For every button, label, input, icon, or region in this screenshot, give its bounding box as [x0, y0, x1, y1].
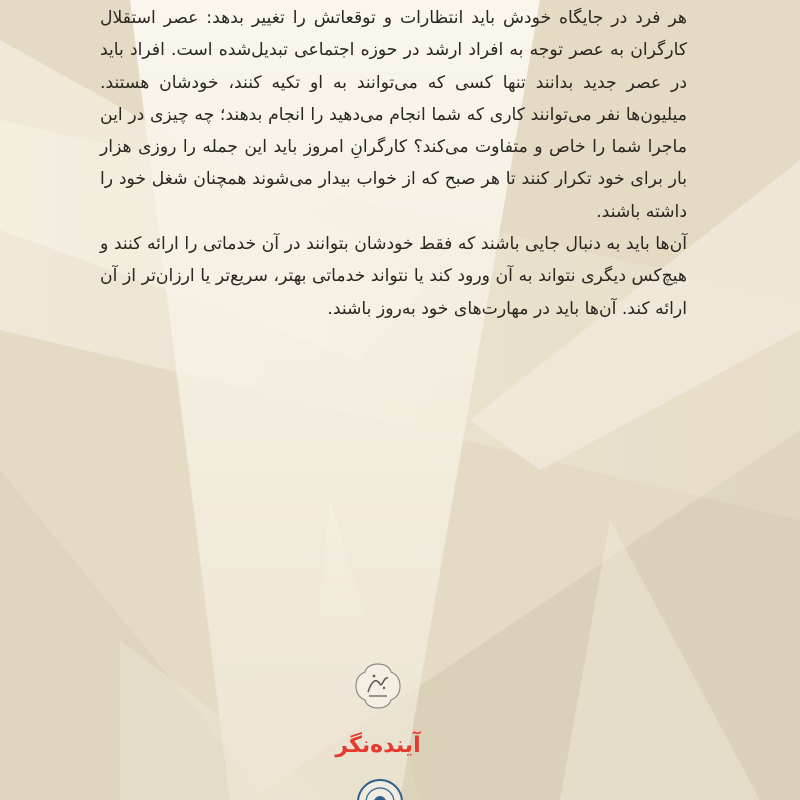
publisher-emblem-badge: [350, 772, 410, 800]
publisher-logo: آینده‌نگر: [335, 733, 421, 758]
back-cover-text: [100, 2, 687, 325]
paragraph-2: آن‌ها باید به دنبال جایی باشند که فقط خودشان بتوانند در آن خدماتی را ارائه کنند و هیچ‌کس دیگری نتواند به آن ورود کند یا نتواند خدماتی بهتر، سریع‌تر یا ارزان‌تر از آن ارائه کند. آن‌ها باید در مهارت‌های خود به‌روز باشند.: [100, 234, 687, 319]
paragraph-1: هر فرد در جایگاه خودش باید انتظارات و توقعاتش را تغییر بدهد: عصر استقلال کارگران به عصر توجه به افراد ارشد در حوزه اجتماعی تبدیل‌شده است. افراد باید در عصر جدید بدانند تنها کسی که می‌توانند به او تکیه کنند، خودشان هستند. میلیون‌ها نفر می‌توانند کاری که شما انجام می‌دهید را انجام بدهند؛ چه چیزی در این ماجرا شما را خاص و متفاوت می‌کند؟ کارگرانِ امروز باید این جمله را روزی هزار بار برای خود تکرار کنند تا هر صبح که از خواب بیدار می‌شوند همچنان شغل خود را داشته باشند.: [100, 8, 687, 222]
calligraphy-seal-logo: [354, 662, 402, 710]
